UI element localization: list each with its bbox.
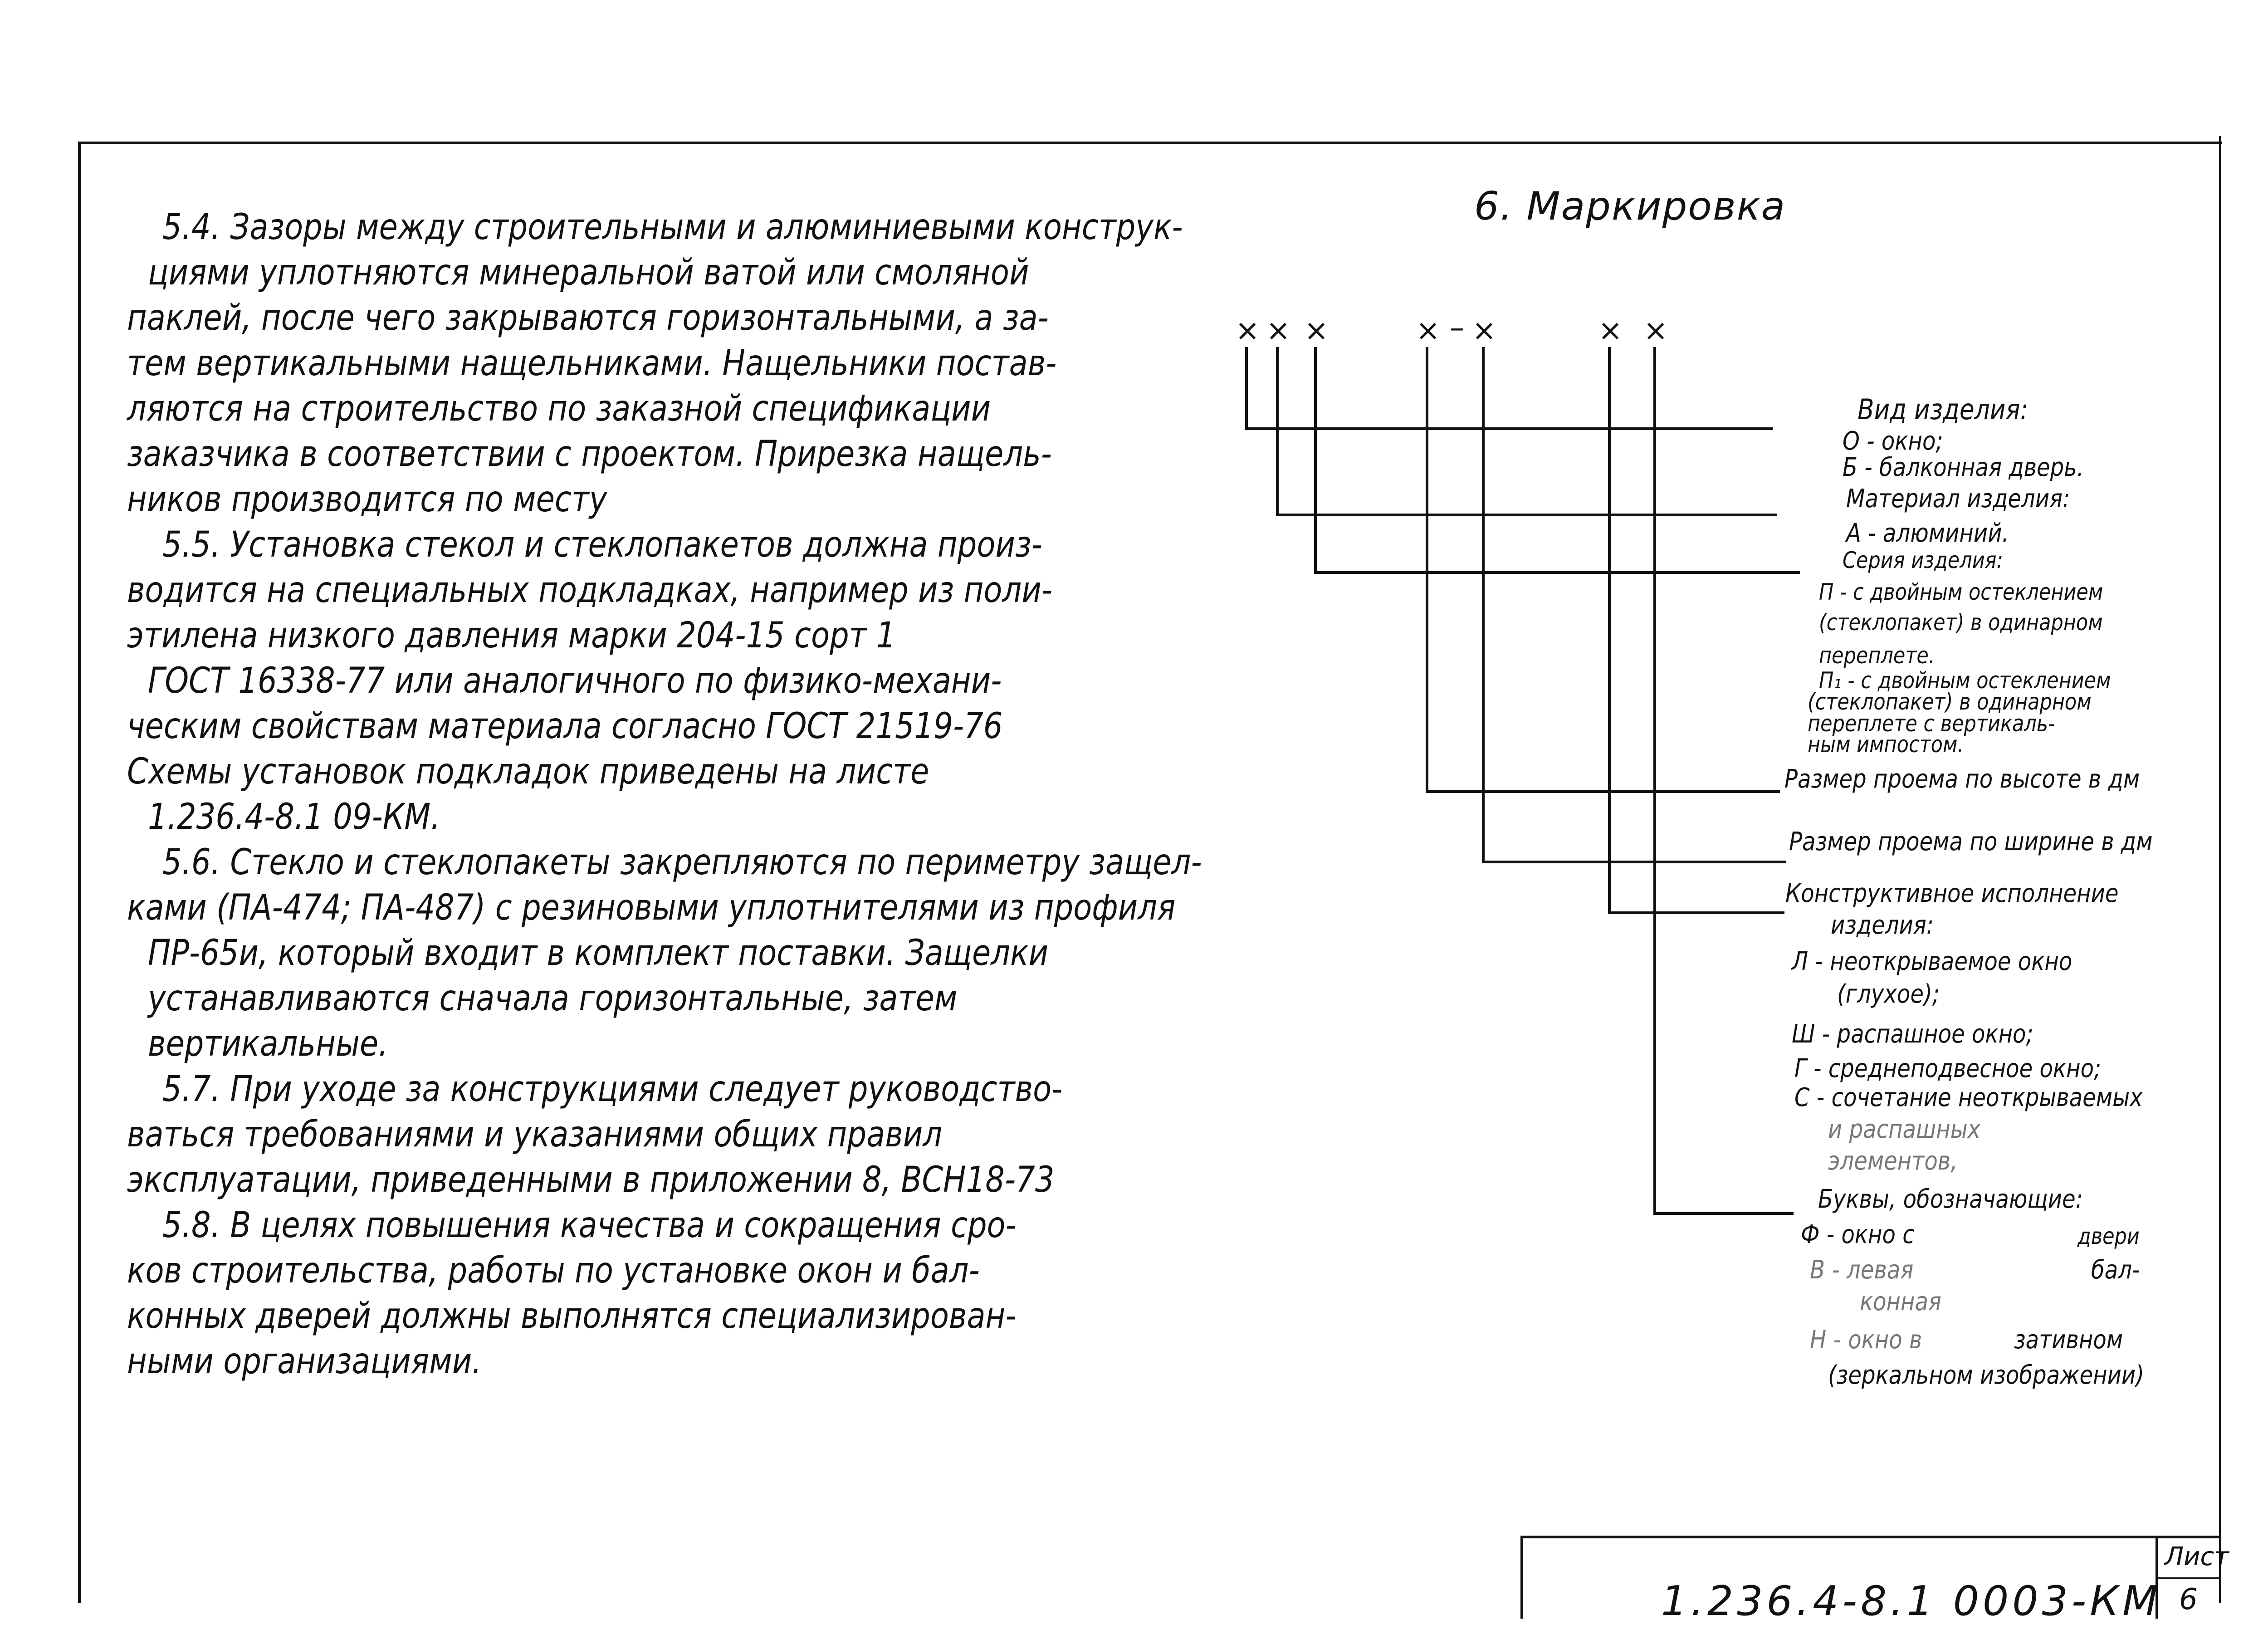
note-5-6-line-5: вертикальные. [148, 1023, 388, 1064]
sheet-label: Лист [2165, 1542, 2229, 1571]
note-5-8-line-4: ными организациями. [127, 1341, 482, 1382]
leader-letters [1655, 347, 1794, 1214]
note-5-7-line-3: эксплуатации, приведенными в приложении 8, ВСН18-73 [127, 1160, 1055, 1200]
legend-combination-line-3: элементов, [1828, 1146, 1958, 1176]
legend-letters-v: В - левая [1810, 1255, 1914, 1285]
legend-series-p-line-1: П - с двойным остеклением [1819, 579, 2103, 605]
legend-opening-height: Размер проема по высоте в дм [1784, 764, 2140, 794]
leader-width [1483, 347, 1786, 862]
sheet-number: 6 [2179, 1583, 2198, 1616]
note-5-4-line-6: заказчика в соответствии с проектом. Прирезка нащель- [127, 434, 1052, 475]
legend-opening-width: Размер проема по ширине в дм [1789, 827, 2153, 857]
legend-series-p1-line-1: П₁ - с двойным остеклением [1819, 667, 2111, 694]
scheme-cross-4: × [1416, 314, 1440, 348]
scheme-cross-7: × [1643, 314, 1668, 348]
leader-series [1315, 347, 1800, 573]
legend-series-title: Серия изделия: [1843, 547, 2004, 573]
note-5-6-line-2: ками (ПА-474; ПА-487) с резиновыми уплотнителями из профиля [127, 887, 1176, 928]
title-block-left-border [1520, 1536, 1523, 1619]
legend-design-title: Конструктивное исполнение [1785, 879, 2119, 908]
legend-series-p1-line-4: ным импостом. [1808, 731, 1964, 758]
leader-height [1427, 347, 1780, 792]
note-5-4-line-3: паклей, после чего закрываются горизонтальными, а за- [127, 298, 1049, 338]
legend-letters-title: Буквы, обозначающие: [1818, 1184, 2083, 1214]
legend-combination-line-2: и распашных [1828, 1115, 1981, 1144]
legend-fixed-window-2: (глухое); [1837, 979, 1940, 1009]
leader-design [1609, 347, 1784, 913]
marking-section-title: 6. Маркировка [1474, 184, 1786, 229]
note-5-8-line-3: конных дверей должны выполнятся специализирован- [127, 1296, 1017, 1336]
legend-product-type-title: Вид изделия: [1857, 393, 2028, 426]
note-5-4-line-5: ляются на строительство по заказной спецификации [127, 388, 991, 429]
note-5-8-line-2: ков строительства, работы по установке окон и бал- [127, 1250, 980, 1291]
legend-window: О - окно; [1843, 426, 1943, 456]
scheme-cross-1: × [1235, 314, 1260, 348]
legend-letters-n: Н - окно в [1810, 1325, 1922, 1355]
legend-fixed-window: Л - неоткрываемое окно [1792, 947, 2072, 976]
note-5-7-line-1: 5.7. При уходе за конструкциями следует руководство- [162, 1069, 1063, 1110]
legend-series-p1-line-3: переплете с вертикаль- [1808, 710, 2055, 737]
note-5-4-line-1: 5.4. Зазоры между строительными и алюминиевыми конструк- [162, 207, 1183, 248]
note-5-5-line-5: ческим свойствам материала согласно ГОСТ 21519-76 [127, 706, 1003, 747]
note-5-4-line-7: ников производится по месту [127, 479, 607, 520]
leader-product-type [1246, 347, 1773, 429]
note-5-4-line-4: тем вертикальными нащельниками. Нащельники постав- [127, 343, 1057, 384]
note-5-5-line-4: ГОСТ 16338-77 или аналогичного по физико-механи- [148, 661, 1002, 701]
legend-letters-f-tail: двери [2077, 1223, 2140, 1249]
legend-aluminium: А - алюминий. [1846, 519, 2009, 548]
legend-series-p-line-2: (стеклопакет) в одинарном [1819, 609, 2103, 636]
document-code: 1.236.4-8.1 0003-КМ [1661, 1577, 2161, 1625]
legend-balcony-door: Б - балконная дверь. [1843, 453, 2084, 482]
scheme-cross-5: × [1472, 314, 1496, 348]
legend-letters-n-line-2: (зеркальном изображении) [1828, 1361, 2145, 1390]
note-5-5-line-6: Схемы установок подкладок приведены на листе [127, 751, 929, 792]
legend-series-p-line-3: переплете. [1819, 642, 1935, 669]
scheme-cross-2: × [1266, 314, 1290, 348]
note-5-5-line-1: 5.5. Установка стекол и стеклопакетов должна произ- [162, 524, 1042, 565]
note-5-6-line-4: устанавливаются сначала горизонтальные, затем [148, 978, 958, 1019]
legend-casement-window: Ш - распашное окно; [1792, 1019, 2033, 1049]
legend-centre-pivot-window: Г - среднеподвесное окно; [1794, 1054, 2102, 1083]
scheme-cross-6: × [1598, 314, 1623, 348]
note-5-6-line-1: 5.6. Стекло и стеклопакеты закрепляются по периметру защел- [162, 842, 1202, 883]
note-5-6-line-3: ПР-65и, который входит в комплект поставки. Защелки [148, 933, 1049, 974]
note-5-4-line-2: циями уплотняются минеральной ватой или смоляной [148, 252, 1029, 293]
legend-combination-line-1: С - сочетание неоткрываемых [1794, 1083, 2143, 1112]
scheme-dash: – [1450, 311, 1464, 345]
legend-letters-v-tail: бал- [2091, 1255, 2140, 1285]
legend-letters-n-tail: зативном [2014, 1325, 2123, 1355]
note-5-5-line-2: водится на специальных подкладках, например из поли- [127, 570, 1053, 611]
title-block-top-border [1520, 1536, 2221, 1538]
legend-design-title-2: изделия: [1831, 910, 1934, 940]
note-5-7-line-2: ваться требованиями и указаниями общих правил [127, 1114, 943, 1155]
leader-material [1277, 347, 1777, 515]
note-5-5-line-3: этилена низкого давления марки 204-15 сорт 1 [127, 615, 896, 656]
scheme-cross-3: × [1304, 314, 1329, 348]
note-5-5-line-7: 1.236.4-8.1 09-КМ. [148, 797, 440, 837]
legend-series-p1-line-2: (стеклопакет) в одинарном [1808, 689, 2092, 715]
title-block-sheet-divider [2156, 1577, 2221, 1579]
legend-letters-v-line-2: конная [1860, 1287, 1942, 1317]
legend-material-title: Материал изделия: [1846, 484, 2070, 514]
drawing-title-block [1520, 1536, 2229, 1625]
note-5-8-line-1: 5.8. В целях повышения качества и сокращения сро- [162, 1205, 1017, 1246]
legend-letters-f: Ф - окно с [1801, 1220, 1915, 1249]
